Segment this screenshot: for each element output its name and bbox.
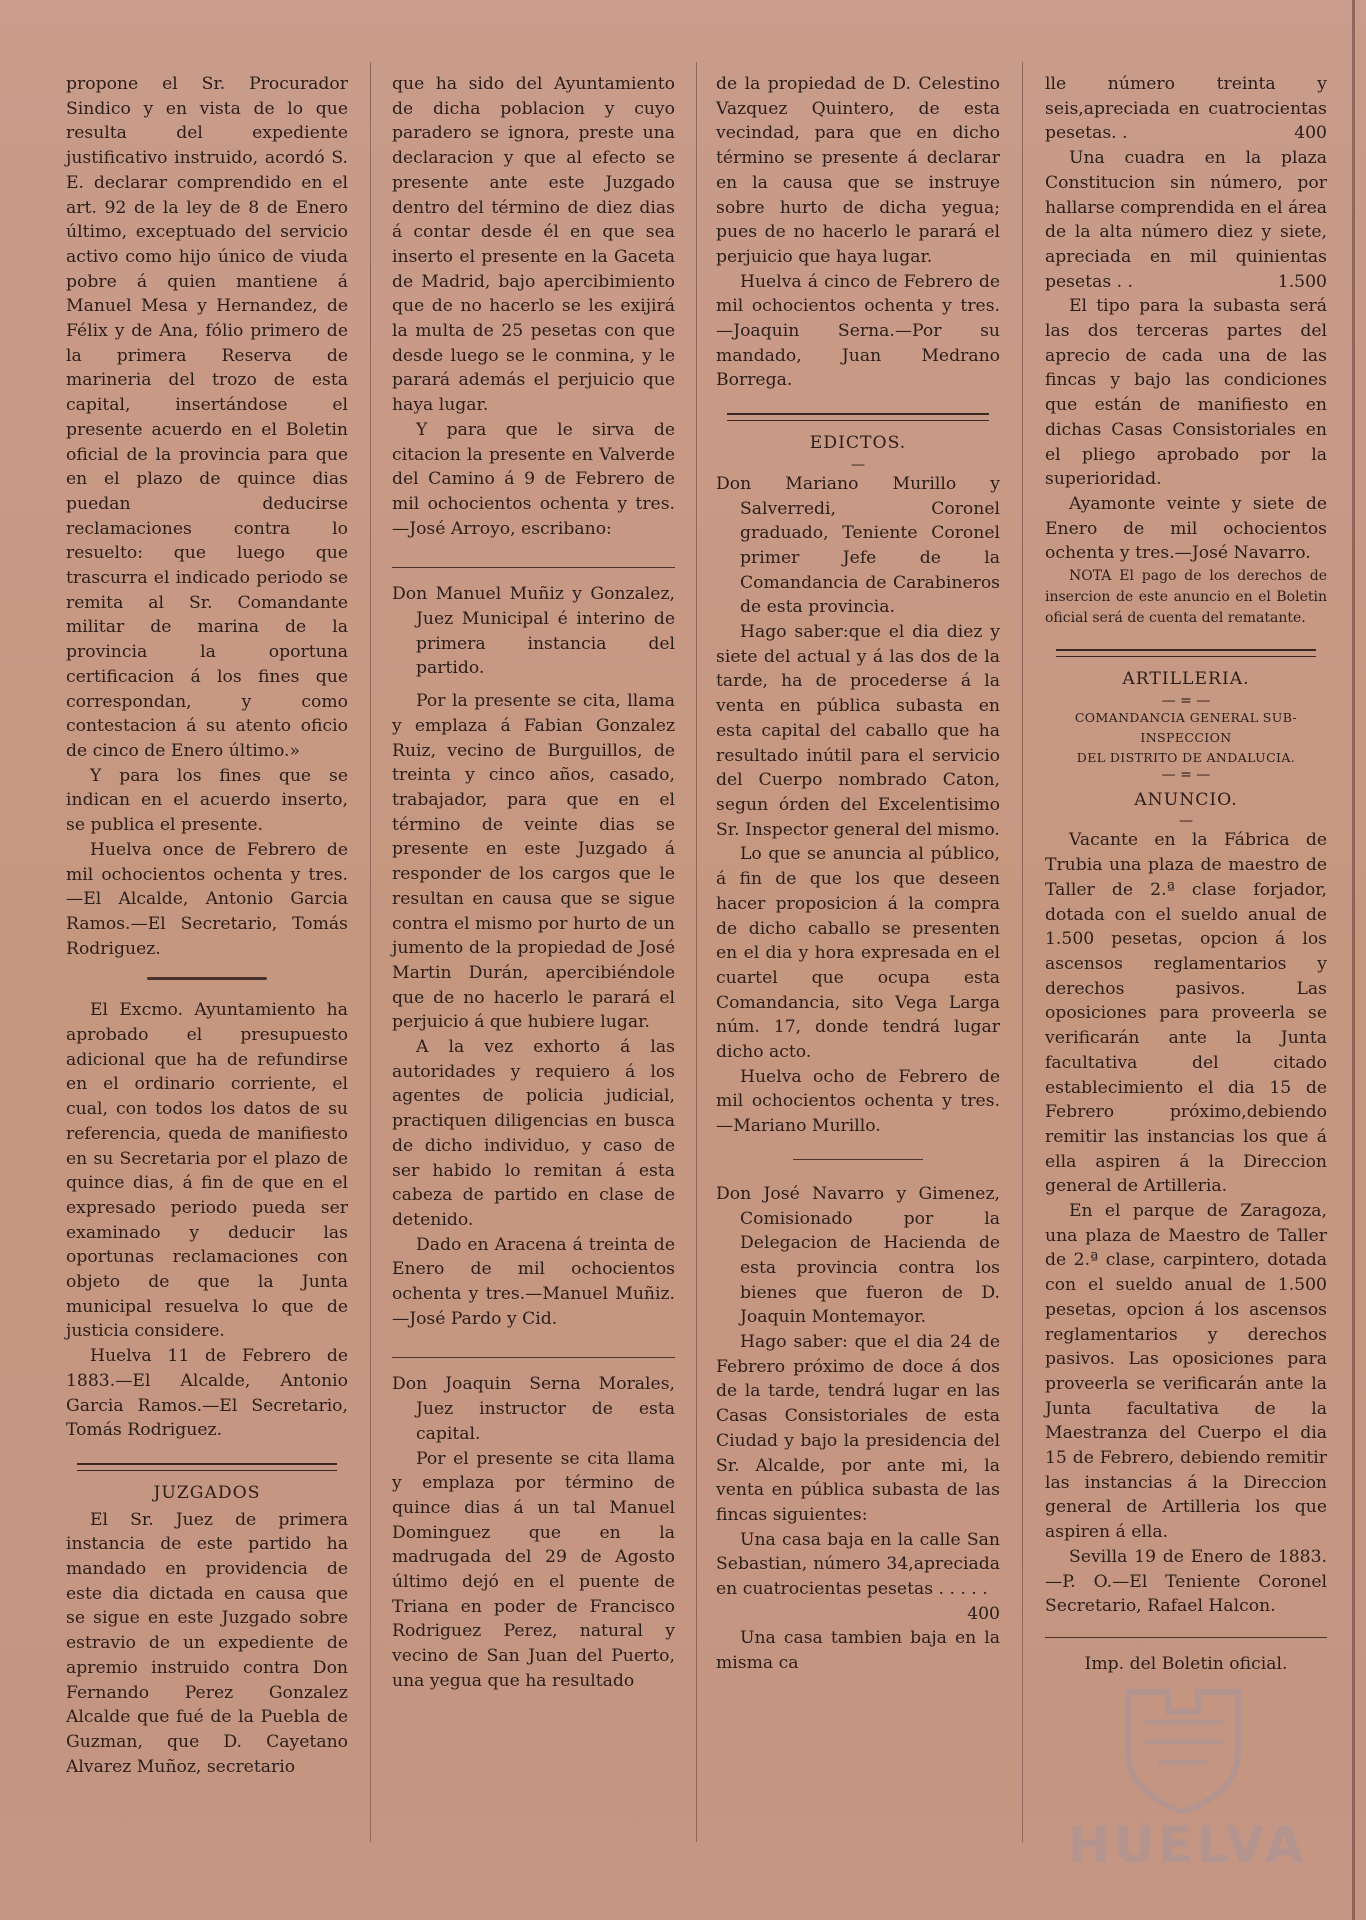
section-divider bbox=[392, 1357, 675, 1358]
leader-dots: . . bbox=[1116, 271, 1133, 292]
shield-icon bbox=[1128, 1692, 1238, 1812]
nota-label: NOTA bbox=[1069, 568, 1112, 585]
section-heading-anuncio: ANUNCIO. bbox=[1134, 789, 1238, 810]
signature-line: Huelva 11 de Febrero de 1883.—El Alcalde, Antonio Garcia Ramos.—El Secretario, Tomás Rodriguez. bbox=[66, 1346, 348, 1441]
notice-heading: Don Joaquin Serna Morales, Juez instructor de esta capital. bbox=[392, 1374, 675, 1444]
dash-ornament: — bbox=[851, 456, 865, 473]
article-text: Por la presente se cita, llama y emplaza á Fabian Gonzalez Ruiz, vecino de Burguillos, de treinta y cinco años, casado, trabajador, para que en el término de veinte dias se presente en este Juzgado á responder de los cargos que le resultan en causa que se sigue contra el mismo por hurto de un jumento de la propiedad de José Martin Durán, apercibiéndole que de no hacerlo le parará el perjuicio á que hubiere lugar. bbox=[392, 691, 675, 1033]
column-4 bbox=[1045, 72, 1327, 1677]
signature-line: Sevilla 19 de Enero de 1883.—P. O.—El Teniente Coronel Secretario, Rafael Halcon. bbox=[1045, 1546, 1327, 1617]
section-divider bbox=[392, 567, 675, 568]
section-heading-edictos: EDICTOS. bbox=[809, 433, 907, 454]
watermark-text: HUELVA bbox=[1068, 1816, 1308, 1872]
imprint: Imp. del Boletin oficial. bbox=[1084, 1653, 1288, 1674]
property-description: lle número treinta y seis,apreciada en cuatrocientas pesetas. bbox=[1045, 74, 1327, 144]
dash-ornament: — = — bbox=[1161, 766, 1211, 783]
signature-line: Ayamonte veinte y siete de Enero de mil ochocientos ochenta y tres.—José Navarro. bbox=[1045, 493, 1327, 564]
page-edge bbox=[1352, 0, 1355, 1920]
article-text: de la propiedad de D. Celestino Vazquez Quintero, de esta vecindad, para que en dicho término se presente á declarar en la causa que se instruye sobre hurto de dicha yegua; pues de no hacerlo le parará el perjuicio que haya lugar. bbox=[716, 74, 1000, 267]
notice-heading: Don José Navarro y Gimenez, Comisionado por la Delegacion de Hacienda de esta provincia contra los bienes que fueron de D. Joaquin Montemayor. bbox=[716, 1183, 1000, 1328]
article-text: El tipo para la subasta será las dos terceras partes del aprecio de cada una de las fincas y bajo las condiciones que están de manifiesto en dichas Casas Consistoriales en el pliego aprobado por la superioridad. bbox=[1045, 296, 1327, 490]
section-heading-juzgados: JUZGADOS bbox=[153, 1482, 261, 1503]
notice-heading: Don Mariano Murillo y Salverredi, Coronel graduado, Teniente Coronel primer Jefe de la Comandancia de Carabineros de esta provincia. bbox=[716, 473, 1000, 618]
article-text: Vacante en la Fábrica de Trubia una plaza de maestro de Taller de 2.ª clase forjador, dotada con el sueldo anual de 1.500 pesetas, opcion á los ascensos reglamentarios y derechos pasivos. Las oposiciones para proveerla se verificarán ante la Junta facultativa del citado establecimiento el dia 15 de Febrero próximo,debiendo remitir las instancias los que á ella aspiren á la Direccion general de Artilleria. bbox=[1045, 830, 1327, 1197]
property-price: 400 bbox=[967, 1603, 1000, 1624]
section-divider bbox=[1045, 1637, 1327, 1638]
leader-dots: . . . . . bbox=[938, 1579, 988, 1600]
nota-text: El pago de los derechos de insercion de este anuncio en el Boletin oficial será de cuenta del rematante. bbox=[1045, 568, 1328, 627]
subheading: DEL DISTRITO DE ANDALUCIA. bbox=[1076, 749, 1296, 765]
section-divider bbox=[793, 1159, 923, 1160]
article-text: propone el Sr. Procurador Sindico y en vista de lo que resulta del expediente justificativo instruido, acordó S. E. declarar comprendido en el art. 92 de la ley de 8 de Enero último, exceptuado del servicio activo como hijo único de viuda pobre á quien mantiene á Manuel Mesa y Hernandez, de Félix y de Ana, fólio primero de la primera Reserva de marineria del trozo de esta capital, insertándose el presente acuerdo en el Boletin oficial de la provincia para que en el plazo de quince dias puedan deducirse reclamaciones contra lo resuelto: que luego que trascurra el indicado periodo se remita al Sr. Comandante militar de marina de la provincia la oportuna certificacion á los fines que correspondan, y como contestacion á su atento oficio de cinco de Enero último.» bbox=[66, 74, 348, 761]
signature-line: Huelva á cinco de Febrero de mil ochocientos ochenta y tres.—Joaquin Serna.—Por su mandado, Juan Medrano Borrega. bbox=[716, 271, 1000, 391]
section-divider bbox=[727, 413, 988, 421]
property-listing bbox=[1045, 146, 1327, 294]
column-2 bbox=[392, 72, 675, 1694]
dash-ornament: — = — bbox=[1161, 692, 1211, 709]
section-divider bbox=[147, 977, 267, 980]
article-text: A la vez exhorto á las autoridades y requiero á los agentes de policia judicial, practiquen diligencias en busca de dicho individuo, y caso de ser habido lo remitan á esta cabeza de partido en clase de detenido. bbox=[392, 1037, 675, 1230]
column-divider bbox=[370, 62, 371, 1842]
nota bbox=[1045, 566, 1327, 629]
article-text: que ha sido del Ayuntamiento de dicha poblacion y cuyo paradero se ignora, preste una declaracion y que al efecto se presente ante este Juzgado dentro del término de diez dias á contar desde él en que sea inserto el presente en la Gaceta de Madrid, bajo apercibimiento que de no hacerlo se les exijirá la multa de 25 pesetas con que desde luego se le conmina, y le parará además el perjuicio que haya lugar. bbox=[392, 74, 675, 416]
section-divider bbox=[1056, 649, 1315, 657]
article-text: Y para los fines que se indican en el acuerdo inserto, se publica el presente. bbox=[66, 765, 348, 836]
section-heading-artilleria: ARTILLERIA. bbox=[1122, 669, 1250, 690]
property-price: 1.500 bbox=[1277, 271, 1327, 292]
column-divider bbox=[1022, 62, 1023, 1842]
article-text: Lo que se anuncia al público, á fin de que los que deseen hacer proposicion á la compra de dicho caballo se presenten en el dia y hora expresada en el cuartel que ocupa esta Comandancia, sito Vega Larga núm. 17, donde tendrá lugar dicho acto. bbox=[716, 844, 1000, 1063]
property-price: 400 bbox=[1294, 123, 1327, 144]
article-text: En el parque de Zaragoza, una plaza de Maestro de Taller de 2.ª clase, carpintero, dotada con el sueldo anual de 1.500 pesetas, opcion á los ascensos reglamentarios y derechos pasivos. Las oposiciones para proveerla se verificarán ante la Junta facultativa de la Maestranza del Cuerpo el dia 15 de Febrero, debiendo remitir las instancias á la Direccion general de Artilleria los que aspiren á ella. bbox=[1045, 1201, 1327, 1543]
property-description: Una casa baja en la calle San Sebastian, número 34,apreciada en cuatrocientas pesetas bbox=[716, 1529, 1000, 1600]
subheading: COMANDANCIA GENERAL SUB-INSPECCION bbox=[1074, 709, 1298, 745]
article-text: El Excmo. Ayuntamiento ha aprobado el presupuesto adicional que ha de refundirse en el ordinario corriente, el cual, con todos los datos de su referencia, queda de manifiesto en su Secretaria por el plazo de quince dias, á fin de que en el expresado periodo pueda ser examinado y deducir las oportunas reclamaciones con objeto de que la Junta municipal resuelva lo que de justicia considere. bbox=[66, 1000, 348, 1342]
signature-line: Dado en Aracena á treinta de Enero de mil ochocientos ochenta y tres.—Manuel Muñiz.—José Pardo y Cid. bbox=[392, 1234, 675, 1329]
section-divider bbox=[77, 1463, 336, 1471]
article-text: Por el presente se cita llama y emplaza por término de quince dias á un tal Manuel Dominguez que en la madrugada del 29 de Agosto último dejó en el puente de Triana en poder de Francisco Rodriguez Perez, natural y vecino de San Juan del Puerto, una yegua que ha resultado bbox=[392, 1448, 675, 1691]
property-listing bbox=[1045, 72, 1327, 146]
column-1 bbox=[66, 72, 348, 1779]
signature-line: Y para que le sirva de citacion la presente en Valverde del Camino á 9 de Febrero de mil ochocientos ochenta y tres.—José Arroyo, escribano: bbox=[392, 419, 675, 539]
signature-line: Huelva once de Febrero de mil ochocientos ochenta y tres.—El Alcalde, Antonio Garcia Ramos.—El Secretario, Tomás Rodriguez. bbox=[66, 839, 348, 959]
signature-line: Huelva ocho de Febrero de mil ochocientos ochenta y tres.—Mariano Murillo. bbox=[716, 1066, 1000, 1137]
column-3 bbox=[716, 72, 1000, 1676]
huelva-watermark-logo bbox=[1048, 1682, 1338, 1872]
article-text: El Sr. Juez de primera instancia de este partido ha mandado en providencia de este dia dictada en causa que se sigue en este Juzgado sobre estravio de un expediente de apremio instruido contra Don Fernando Perez Gonzalez Alcalde que fué de la Puebla de Guzman, que D. Cayetano Alvarez Muñoz, secretario bbox=[66, 1509, 348, 1777]
notice-heading: Don Manuel Muñiz y Gonzalez, Juez Municipal é interino de primera instancia del partido. bbox=[392, 584, 675, 679]
article-text: Hago saber: que el dia 24 de Febrero próximo de doce á dos de la tarde, tendrá lugar en las Casas Consistoriales de esta Ciudad y bajo la presidencia del Sr. Alcalde, por ante mi, la venta en pública subasta de las fincas siguientes: bbox=[716, 1332, 1000, 1525]
property-listing bbox=[716, 1528, 1000, 1624]
leader-dots: . bbox=[1122, 123, 1128, 144]
column-divider bbox=[696, 62, 697, 1842]
property-description: Una cuadra en la plaza Constitucion sin número, por hallarse comprendida en el área de la alta número diez y siete, apreciada en mil quinientas pesetas bbox=[1045, 148, 1327, 292]
dash-ornament: — bbox=[1179, 813, 1193, 830]
property-listing: Una casa tambien baja en la misma ca bbox=[716, 1628, 1000, 1674]
article-text: Hago saber:que el dia diez y siete del actual y á las dos de la tarde, ha de procederse á la venta en pública subasta en esta capital del caballo que ha resultado inútil para el servicio del Cuerpo nombrado Caton, segun órden del Excelentisimo Sr. Inspector general del mismo. bbox=[716, 622, 1000, 840]
shield-stripes bbox=[1143, 1722, 1223, 1762]
